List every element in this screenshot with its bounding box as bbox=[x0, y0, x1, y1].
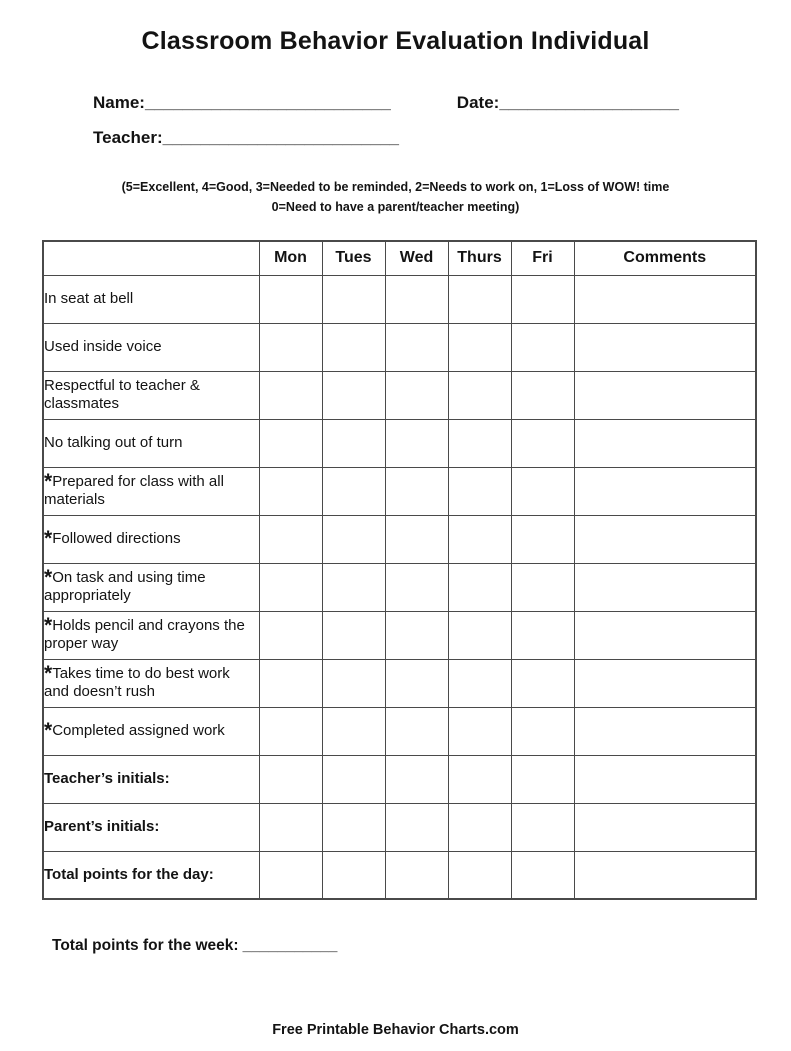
behavior-label-cell bbox=[43, 419, 259, 467]
score-cell bbox=[385, 515, 448, 563]
behavior-label-cell bbox=[43, 707, 259, 755]
behavior-label: Total points for the day: bbox=[44, 865, 214, 883]
score-cell bbox=[322, 419, 385, 467]
behavior-label: On task and using time appropriately bbox=[44, 569, 206, 604]
behavior-label: Prepared for class with all materials bbox=[44, 473, 224, 508]
behavior-label: Respectful to teacher & classmates bbox=[44, 377, 200, 412]
score-cell bbox=[511, 371, 574, 419]
behavior-label-cell bbox=[43, 275, 259, 323]
name-date-row bbox=[93, 93, 791, 113]
score-cell bbox=[259, 803, 322, 851]
score-cell bbox=[511, 755, 574, 803]
score-cell bbox=[259, 371, 322, 419]
comments-cell bbox=[574, 611, 756, 659]
score-cell bbox=[448, 611, 511, 659]
behavior-label: Teacher’s initials: bbox=[44, 770, 170, 787]
col-header-wed: Wed bbox=[385, 241, 448, 275]
week-total-label: Total points for the week: bbox=[52, 937, 239, 954]
score-cell bbox=[259, 659, 322, 707]
score-cell bbox=[448, 659, 511, 707]
score-cell bbox=[259, 275, 322, 323]
behavior-label-cell bbox=[43, 563, 259, 611]
teacher-field bbox=[93, 128, 399, 148]
score-cell bbox=[322, 755, 385, 803]
name-field bbox=[93, 93, 391, 113]
comments-cell bbox=[574, 803, 756, 851]
score-cell bbox=[448, 371, 511, 419]
score-cell bbox=[259, 611, 322, 659]
score-cell bbox=[448, 755, 511, 803]
corner-cell bbox=[43, 241, 259, 275]
score-cell bbox=[259, 419, 322, 467]
rating-legend bbox=[0, 177, 791, 217]
table-row bbox=[43, 851, 756, 899]
behavior-label: Completed assigned work bbox=[52, 722, 225, 739]
behavior-label: In seat at bell bbox=[44, 290, 134, 307]
table-row bbox=[43, 323, 756, 371]
score-cell bbox=[385, 851, 448, 899]
score-cell bbox=[385, 611, 448, 659]
score-cell bbox=[385, 707, 448, 755]
score-cell bbox=[322, 467, 385, 515]
score-cell bbox=[511, 419, 574, 467]
score-cell bbox=[322, 851, 385, 899]
behavior-label-cell bbox=[43, 803, 259, 851]
comments-cell bbox=[574, 419, 756, 467]
col-header-comments: Comments bbox=[574, 241, 756, 275]
behavior-label-cell bbox=[43, 851, 259, 899]
behavior-label: No talking out of turn bbox=[44, 434, 183, 451]
behavior-label: Takes time to do best work and doesn’t rush bbox=[44, 665, 230, 700]
behavior-label-cell bbox=[43, 755, 259, 803]
table-row bbox=[43, 659, 756, 707]
behavior-label-cell bbox=[43, 467, 259, 515]
score-cell bbox=[322, 659, 385, 707]
week-total-blank-line: ___________ bbox=[242, 937, 338, 954]
score-cell bbox=[385, 467, 448, 515]
table-row bbox=[43, 611, 756, 659]
score-cell bbox=[511, 515, 574, 563]
star-mark: * bbox=[44, 470, 53, 493]
behavior-label-cell bbox=[43, 371, 259, 419]
table-row bbox=[43, 419, 756, 467]
score-cell bbox=[259, 467, 322, 515]
behavior-label: Parent’s initials: bbox=[44, 818, 160, 835]
date-field bbox=[457, 93, 679, 113]
score-cell bbox=[322, 611, 385, 659]
teacher-blank-line: _________________________ bbox=[162, 128, 399, 147]
comments-cell bbox=[574, 563, 756, 611]
score-cell bbox=[511, 803, 574, 851]
footer-credit: Free Printable Behavior Charts.com bbox=[272, 1022, 519, 1038]
score-cell bbox=[322, 563, 385, 611]
table-body bbox=[43, 275, 756, 899]
score-cell bbox=[448, 419, 511, 467]
document-page bbox=[0, 27, 791, 1051]
table-row bbox=[43, 563, 756, 611]
comments-cell bbox=[574, 755, 756, 803]
score-cell bbox=[448, 467, 511, 515]
score-cell bbox=[448, 323, 511, 371]
score-cell bbox=[385, 659, 448, 707]
star-mark: * bbox=[44, 614, 53, 637]
score-cell bbox=[259, 707, 322, 755]
comments-cell bbox=[574, 707, 756, 755]
table-row bbox=[43, 755, 756, 803]
score-cell bbox=[511, 467, 574, 515]
comments-cell bbox=[574, 515, 756, 563]
score-cell bbox=[448, 275, 511, 323]
score-cell bbox=[322, 515, 385, 563]
score-cell bbox=[385, 323, 448, 371]
score-cell bbox=[322, 371, 385, 419]
table-row bbox=[43, 467, 756, 515]
comments-cell bbox=[574, 371, 756, 419]
score-cell bbox=[259, 563, 322, 611]
behavior-label: Holds pencil and crayons the proper way bbox=[44, 617, 245, 652]
comments-cell bbox=[574, 851, 756, 899]
name-label: Name: bbox=[93, 93, 145, 112]
table-row bbox=[43, 275, 756, 323]
teacher-label: Teacher: bbox=[93, 128, 163, 147]
score-cell bbox=[322, 275, 385, 323]
table-row bbox=[43, 371, 756, 419]
score-cell bbox=[385, 755, 448, 803]
behavior-label-cell bbox=[43, 515, 259, 563]
star-mark: * bbox=[44, 719, 53, 742]
score-cell bbox=[511, 851, 574, 899]
score-cell bbox=[259, 515, 322, 563]
score-cell bbox=[259, 851, 322, 899]
score-cell bbox=[385, 371, 448, 419]
behavior-label-cell bbox=[43, 323, 259, 371]
score-cell bbox=[448, 851, 511, 899]
col-header-thurs: Thurs bbox=[448, 241, 511, 275]
date-blank-line: ___________________ bbox=[499, 93, 679, 112]
score-cell bbox=[448, 563, 511, 611]
star-mark: * bbox=[44, 527, 53, 550]
col-header-tues: Tues bbox=[322, 241, 385, 275]
behavior-label-cell bbox=[43, 659, 259, 707]
score-cell bbox=[322, 323, 385, 371]
page-title: Classroom Behavior Evaluation Individual bbox=[141, 27, 650, 55]
table-row bbox=[43, 515, 756, 563]
comments-cell bbox=[574, 323, 756, 371]
score-cell bbox=[511, 707, 574, 755]
behavior-table bbox=[42, 240, 757, 900]
score-cell bbox=[385, 563, 448, 611]
legend-line-1: (5=Excellent, 4=Good, 3=Needed to be reminded, 2=Needs to work on, 1=Loss of WOW! time bbox=[121, 180, 670, 194]
legend-line-2: 0=Need to have a parent/teacher meeting) bbox=[271, 200, 520, 214]
score-cell bbox=[511, 659, 574, 707]
score-cell bbox=[448, 515, 511, 563]
star-mark: * bbox=[44, 566, 53, 589]
behavior-label: Followed directions bbox=[52, 530, 181, 547]
score-cell bbox=[259, 323, 322, 371]
comments-cell bbox=[574, 467, 756, 515]
score-cell bbox=[511, 611, 574, 659]
star-mark: * bbox=[44, 662, 53, 685]
table-row bbox=[43, 803, 756, 851]
score-cell bbox=[322, 803, 385, 851]
col-header-fri: Fri bbox=[511, 241, 574, 275]
score-cell bbox=[259, 755, 322, 803]
score-cell bbox=[448, 803, 511, 851]
score-cell bbox=[385, 419, 448, 467]
name-blank-line: __________________________ bbox=[144, 93, 391, 112]
teacher-row bbox=[93, 128, 791, 148]
score-cell bbox=[385, 275, 448, 323]
score-cell bbox=[448, 707, 511, 755]
score-cell bbox=[511, 323, 574, 371]
behavior-label: Used inside voice bbox=[44, 338, 162, 355]
date-label: Date: bbox=[456, 93, 500, 112]
score-cell bbox=[385, 803, 448, 851]
score-cell bbox=[322, 707, 385, 755]
fields-section bbox=[93, 93, 791, 148]
table-row bbox=[43, 707, 756, 755]
score-cell bbox=[511, 563, 574, 611]
table-header-row bbox=[43, 241, 756, 275]
week-total bbox=[52, 937, 791, 955]
col-header-mon: Mon bbox=[259, 241, 322, 275]
comments-cell bbox=[574, 659, 756, 707]
behavior-label-cell bbox=[43, 611, 259, 659]
score-cell bbox=[511, 275, 574, 323]
comments-cell bbox=[574, 275, 756, 323]
